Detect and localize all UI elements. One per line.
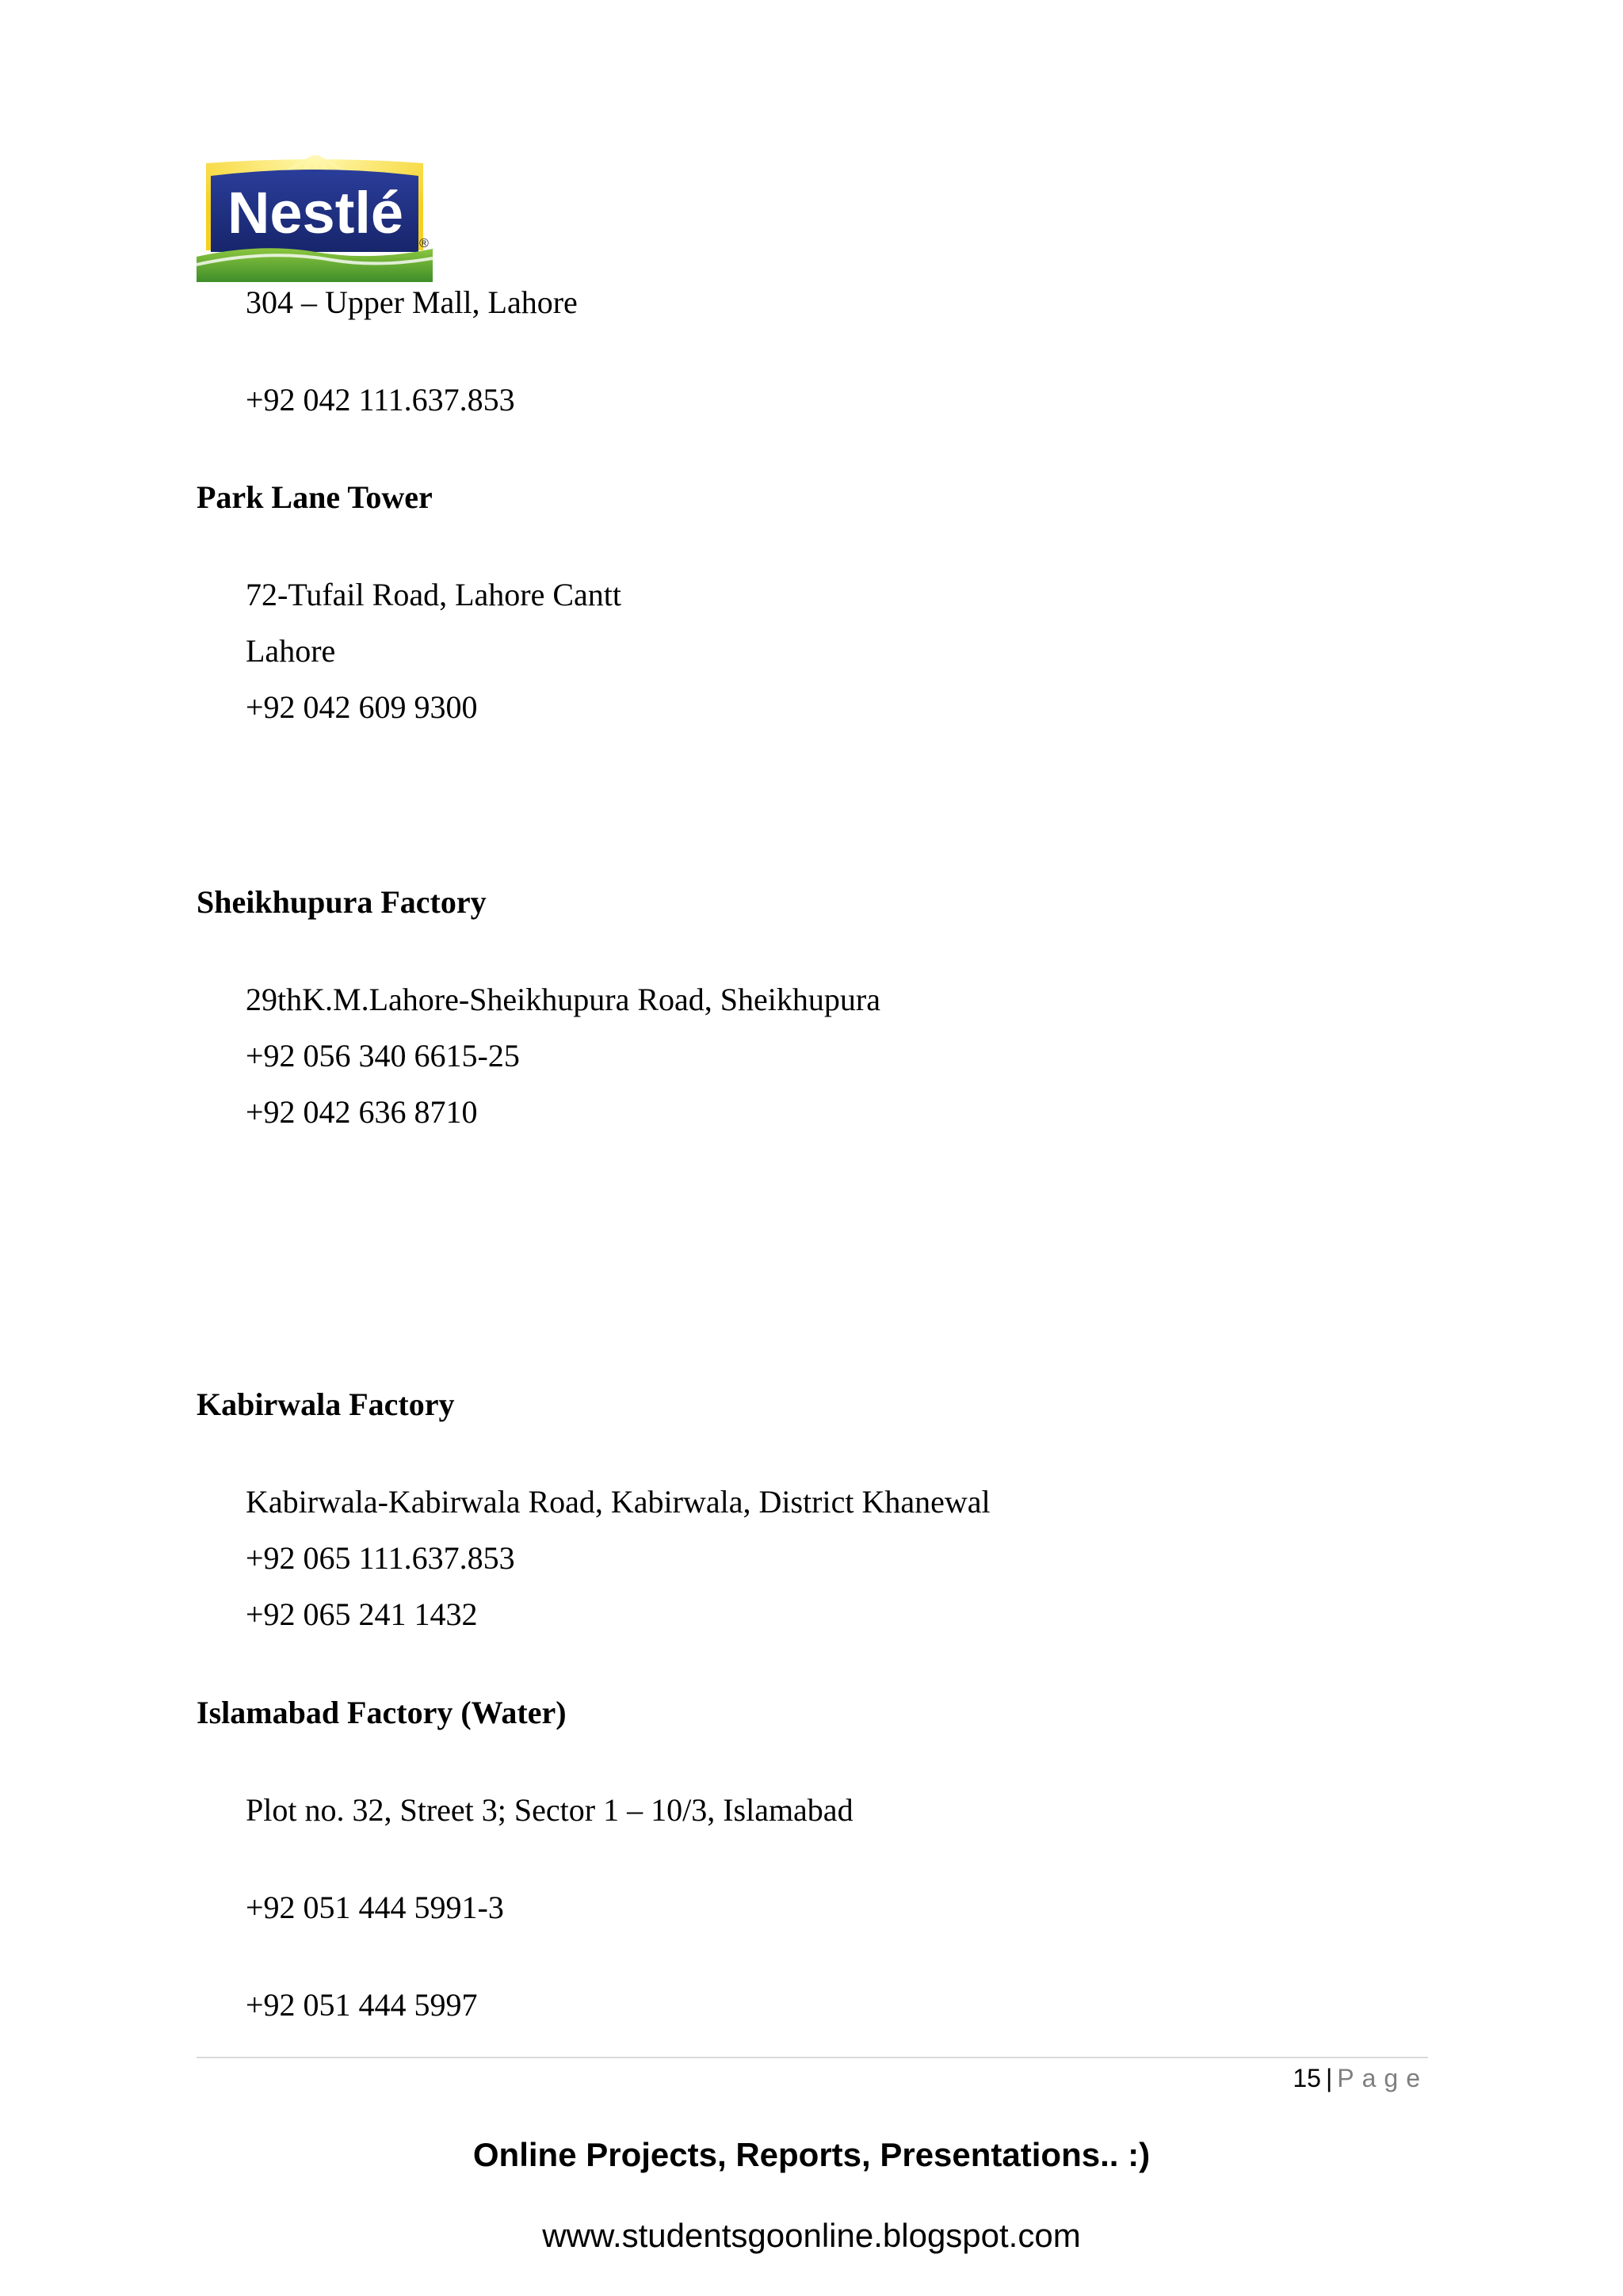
section-heading-kabirwala-factory: Kabirwala Factory — [197, 1386, 455, 1422]
sheikhupura-address: 29thK.M.Lahore-Sheikhupura Road, Sheikhupura — [246, 982, 880, 1017]
top-address: 304 – Upper Mall, Lahore — [246, 284, 578, 320]
logo-wordmark: Nestlé — [227, 180, 404, 246]
sheikhupura-phone-1: +92 056 340 6615-25 — [246, 1038, 520, 1074]
islamabad-phone-1: +92 051 444 5991-3 — [246, 1890, 504, 1925]
page-number: 15 — [1293, 2064, 1321, 2092]
page-number-label — [1260, 2064, 1428, 2093]
section-heading-sheikhupura-factory: Sheikhupura Factory — [197, 884, 487, 920]
footer-tagline: Online Projects, Reports, Presentations.. :) — [472, 2136, 1151, 2173]
section-heading-islamabad-factory: Islamabad Factory (Water) — [197, 1695, 567, 1730]
park-lane-city: Lahore — [246, 633, 336, 669]
park-lane-address: 72-Tufail Road, Lahore Cantt — [246, 577, 622, 612]
footer-divider — [197, 2057, 1428, 2058]
kabirwala-phone-1: +92 065 111.637.853 — [246, 1540, 515, 1576]
sheikhupura-phone-2: +92 042 636 8710 — [246, 1094, 478, 1130]
kabirwala-phone-2: +92 065 241 1432 — [246, 1596, 478, 1632]
section-heading-park-lane-tower: Park Lane Tower — [197, 479, 433, 515]
logo-registered-mark: ® — [419, 237, 429, 250]
footer-url: www.studentsgoonline.blogspot.com — [542, 2217, 1081, 2254]
islamabad-address: Plot no. 32, Street 3; Sector 1 – 10/3, Islamabad — [246, 1792, 854, 1828]
park-lane-phone: +92 042 609 9300 — [246, 689, 478, 725]
kabirwala-address: Kabirwala-Kabirwala Road, Kabirwala, District Khanewal — [246, 1484, 991, 1520]
top-phone: +92 042 111.637.853 — [246, 382, 515, 418]
page-separator: | — [1325, 2064, 1333, 2092]
page-word: Page — [1337, 2064, 1428, 2092]
nestle-logo — [197, 155, 433, 282]
islamabad-phone-2: +92 051 444 5997 — [246, 1987, 478, 2023]
